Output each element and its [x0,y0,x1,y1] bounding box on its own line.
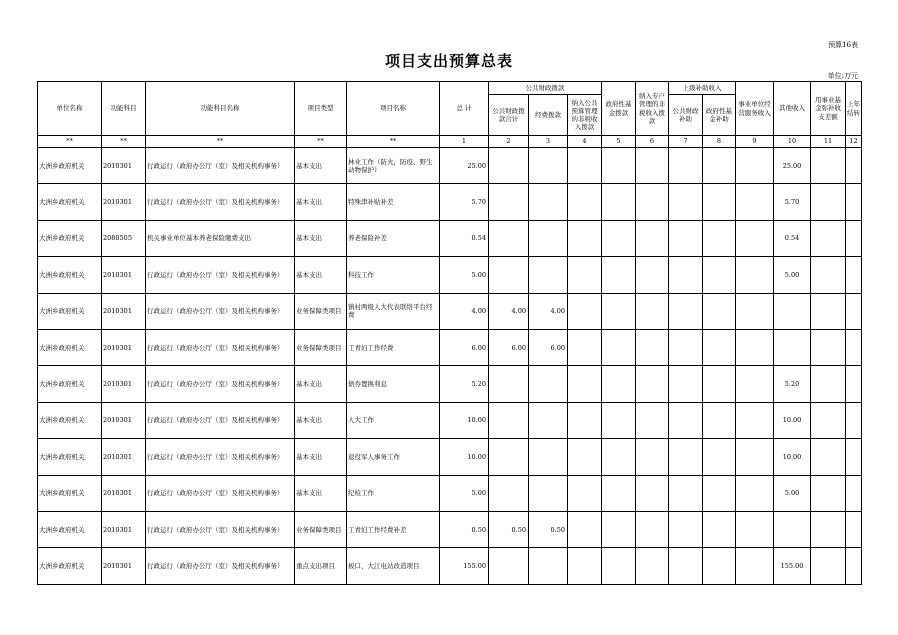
business-income-cell [736,184,774,220]
special-account-cell [636,257,669,293]
funding-cell [529,402,568,438]
func-name-cell: 行政运行（政府办公厅（室）及相关机构事务） [146,475,295,511]
public-finance-subtotal-cell [489,548,529,584]
budget-managed-cell [568,148,602,184]
header-gov-fund: 政府性基金拨款 [602,82,636,136]
fund-offset-cell [811,402,846,438]
higher-gov-fund-cell [703,257,736,293]
public-finance-subtotal-cell [489,257,529,293]
gov-fund-cell [602,366,636,402]
func-name-cell: 行政运行（政府办公厅（室）及相关机构事务） [146,402,295,438]
budget-managed-cell [568,511,602,547]
project-name-cell: 退役军人事务工作 [347,439,440,475]
index-cell: 11 [811,136,846,148]
project-name-cell: 人大工作 [347,402,440,438]
index-cell: 7 [669,136,703,148]
budget-managed-cell [568,184,602,220]
higher-public-cell [669,184,703,220]
higher-gov-fund-cell [703,366,736,402]
public-finance-subtotal-cell: 4.00 [489,293,529,329]
table-row [38,402,862,438]
index-cell: ** [347,136,440,148]
total-cell: 6.00 [440,329,489,365]
total-cell: 5.70 [440,184,489,220]
unit-name-cell: 大洲乡政府机关 [38,548,102,584]
table-row [38,329,862,365]
header-project-type: 项目类型 [295,82,347,136]
higher-public-cell [669,475,703,511]
budget-table [37,81,862,585]
funding-cell [529,475,568,511]
header-other-income: 其他收入 [774,82,811,136]
index-cell: 1 [440,136,489,148]
funding-cell [529,548,568,584]
last-year-cell [846,402,862,438]
last-year-cell [846,184,862,220]
higher-public-cell [669,148,703,184]
unit-name-cell: 大洲乡政府机关 [38,402,102,438]
public-finance-subtotal-cell: 0.50 [489,511,529,547]
funding-cell: 6.00 [529,329,568,365]
business-income-cell [736,548,774,584]
index-cell: ** [146,136,295,148]
total-cell: 0.50 [440,511,489,547]
special-account-cell [636,511,669,547]
funding-cell [529,439,568,475]
fund-offset-cell [811,511,846,547]
higher-public-cell [669,439,703,475]
other-income-cell: 25.00 [774,148,811,184]
index-cell: ** [295,136,347,148]
unit-name-cell: 大洲乡政府机关 [38,220,102,256]
special-account-cell [636,220,669,256]
higher-public-cell [669,220,703,256]
budget-managed-cell [568,548,602,584]
other-income-cell: 155.00 [774,548,811,584]
header-public-finance-subtotal: 公共财政拨款合计 [489,95,529,136]
total-cell: 25.00 [440,148,489,184]
higher-public-cell [669,402,703,438]
project-type-cell: 基本支出 [295,184,347,220]
index-cell: 6 [636,136,669,148]
func-code-cell: 2010301 [102,402,146,438]
budget-managed-cell [568,329,602,365]
business-income-cell [736,220,774,256]
header-special-account: 纳入专户管理的非税收入拨款 [636,82,669,136]
business-income-cell [736,329,774,365]
funding-cell: 0.50 [529,511,568,547]
func-name-cell: 行政运行（政府办公厅（室）及相关机构事务） [146,439,295,475]
last-year-cell [846,257,862,293]
project-name-cell: 债券置换利息 [347,366,440,402]
project-type-cell: 基本支出 [295,220,347,256]
func-code-cell: 2010301 [102,475,146,511]
higher-gov-fund-cell [703,548,736,584]
func-name-cell: 行政运行（政府办公厅（室）及相关机构事务） [146,184,295,220]
fund-offset-cell [811,148,846,184]
last-year-cell [846,548,862,584]
other-income-cell [774,511,811,547]
gov-fund-cell [602,293,636,329]
project-type-cell: 基本支出 [295,439,347,475]
project-type-cell: 业务保障类项目 [295,329,347,365]
special-account-cell [636,293,669,329]
business-income-cell [736,293,774,329]
business-income-cell [736,366,774,402]
other-income-cell: 5.20 [774,366,811,402]
gov-fund-cell [602,439,636,475]
gov-fund-cell [602,329,636,365]
gov-fund-cell [602,402,636,438]
business-income-cell [736,511,774,547]
index-cell: 9 [736,136,774,148]
unit-name-cell: 大洲乡政府机关 [38,439,102,475]
table-row [38,475,862,511]
func-name-cell: 行政运行（政府办公厅（室）及相关机构事务） [146,329,295,365]
table-row [38,439,862,475]
header-funding: 经费拨款 [529,95,568,136]
special-account-cell [636,184,669,220]
project-type-cell: 基本支出 [295,475,347,511]
funding-cell [529,148,568,184]
special-account-cell [636,366,669,402]
header-public-finance: 公共财政拨款 [489,82,602,95]
table-number-label: 预算16表 [828,41,858,49]
public-finance-subtotal-cell [489,220,529,256]
table-row [38,511,862,547]
special-account-cell [636,548,669,584]
fund-offset-cell [811,475,846,511]
table-row [38,257,862,293]
project-type-cell: 基本支出 [295,148,347,184]
index-cell: 4 [568,136,602,148]
func-code-cell: 2010301 [102,293,146,329]
funding-cell [529,220,568,256]
other-income-cell: 0.54 [774,220,811,256]
table-row [38,293,862,329]
special-account-cell [636,475,669,511]
funding-cell [529,184,568,220]
higher-public-cell [669,511,703,547]
budget-managed-cell [568,439,602,475]
project-name-cell: 科技工作 [347,257,440,293]
header-total: 总 计 [440,82,489,136]
total-cell: 10.00 [440,439,489,475]
index-cell: 5 [602,136,636,148]
project-type-cell: 业务保障类项目 [295,293,347,329]
fund-offset-cell [811,439,846,475]
total-cell: 0.54 [440,220,489,256]
header-business-income: 事业单位经营服务收入 [736,82,774,136]
func-name-cell: 行政运行（政府办公厅（室）及相关机构事务） [146,148,295,184]
header-unit-name: 单位名称 [38,82,102,136]
business-income-cell [736,475,774,511]
project-type-cell: 基本支出 [295,257,347,293]
other-income-cell: 10.00 [774,402,811,438]
public-finance-subtotal-cell [489,184,529,220]
other-income-cell [774,329,811,365]
table-row [38,148,862,184]
last-year-cell [846,366,862,402]
func-name-cell: 行政运行（政府办公厅（室）及相关机构事务） [146,293,295,329]
index-cell: ** [102,136,146,148]
table-row [38,548,862,584]
budget-managed-cell [568,402,602,438]
func-code-cell: 2010301 [102,148,146,184]
index-cell: 3 [529,136,568,148]
unit-name-cell: 大洲乡政府机关 [38,293,102,329]
project-type-cell: 重点支出项目 [295,548,347,584]
gov-fund-cell [602,220,636,256]
gov-fund-cell [602,548,636,584]
total-cell: 5.20 [440,366,489,402]
last-year-cell [846,439,862,475]
unit-name-cell: 大洲乡政府机关 [38,184,102,220]
gov-fund-cell [602,475,636,511]
higher-public-cell [669,257,703,293]
header-higher-gov-fund: 政府性基金补助 [703,95,736,136]
budget-managed-cell [568,293,602,329]
other-income-cell: 5.00 [774,257,811,293]
header-project-name: 项目名称 [347,82,440,136]
header-func-name: 功能科目名称 [146,82,295,136]
index-cell: 8 [703,136,736,148]
project-name-cell: 林业工作（防火，防疫、野生动物保护） [347,148,440,184]
project-name-cell: 工青妇工作经费 [347,329,440,365]
total-cell: 5.00 [440,257,489,293]
higher-public-cell [669,366,703,402]
business-income-cell [736,402,774,438]
last-year-cell [846,148,862,184]
index-cell: 10 [774,136,811,148]
unit-name-cell: 大洲乡政府机关 [38,366,102,402]
higher-public-cell [669,548,703,584]
higher-gov-fund-cell [703,511,736,547]
func-code-cell: 2010301 [102,329,146,365]
higher-gov-fund-cell [703,475,736,511]
func-code-cell: 2080505 [102,220,146,256]
func-name-cell: 机关事业单位基本养老保险缴费支出 [146,220,295,256]
total-cell: 10.00 [440,402,489,438]
total-cell: 4.00 [440,293,489,329]
func-code-cell: 2010301 [102,257,146,293]
business-income-cell [736,439,774,475]
fund-offset-cell [811,257,846,293]
higher-gov-fund-cell [703,439,736,475]
gov-fund-cell [602,148,636,184]
funding-cell: 4.00 [529,293,568,329]
public-finance-subtotal-cell [489,439,529,475]
table-row [38,220,862,256]
special-account-cell [636,329,669,365]
public-finance-subtotal-cell [489,366,529,402]
other-income-cell [774,293,811,329]
fund-offset-cell [811,548,846,584]
func-code-cell: 2010301 [102,366,146,402]
func-name-cell: 行政运行（政府办公厅（室）及相关机构事务） [146,511,295,547]
higher-public-cell [669,293,703,329]
last-year-cell [846,329,862,365]
public-finance-subtotal-cell [489,402,529,438]
page-title: 项目支出预算总表 [384,52,513,70]
public-finance-subtotal-cell [489,475,529,511]
last-year-cell [846,293,862,329]
fund-offset-cell [811,293,846,329]
unit-name-cell: 大洲乡政府机关 [38,329,102,365]
project-name-cell: 纪检工作 [347,475,440,511]
project-name-cell: 板口、大江电站改造项目 [347,548,440,584]
funding-cell [529,366,568,402]
total-cell: 5.00 [440,475,489,511]
other-income-cell: 10.00 [774,439,811,475]
higher-gov-fund-cell [703,148,736,184]
func-name-cell: 行政运行（政府办公厅（室）及相关机构事务） [146,257,295,293]
last-year-cell [846,220,862,256]
last-year-cell [846,511,862,547]
public-finance-subtotal-cell: 6.00 [489,329,529,365]
public-finance-subtotal-cell [489,148,529,184]
header-budget-managed: 纳入公共预算管理的非税收入拨款 [568,95,602,136]
business-income-cell [736,257,774,293]
project-name-cell: 特殊津补贴补差 [347,184,440,220]
project-type-cell: 基本支出 [295,366,347,402]
project-name-cell: 工青妇工作经费补差 [347,511,440,547]
special-account-cell [636,148,669,184]
header-fund-offset: 用事业基金弥补收支差额 [811,82,846,136]
gov-fund-cell [602,511,636,547]
func-code-cell: 2010301 [102,511,146,547]
fund-offset-cell [811,220,846,256]
last-year-cell [846,475,862,511]
fund-offset-cell [811,184,846,220]
funding-cell [529,257,568,293]
unit-name-cell: 大洲乡政府机关 [38,257,102,293]
table-row [38,184,862,220]
budget-managed-cell [568,366,602,402]
higher-public-cell [669,329,703,365]
higher-gov-fund-cell [703,184,736,220]
index-cell: 12 [846,136,862,148]
budget-managed-cell [568,475,602,511]
func-name-cell: 行政运行（政府办公厅（室）及相关机构事务） [146,366,295,402]
other-income-cell: 5.70 [774,184,811,220]
higher-gov-fund-cell [703,220,736,256]
higher-gov-fund-cell [703,329,736,365]
other-income-cell: 5.00 [774,475,811,511]
unit-label: 单位:万元 [827,72,858,80]
fund-offset-cell [811,329,846,365]
project-type-cell: 业务保障类项目 [295,511,347,547]
func-name-cell: 行政运行（政府办公厅（室）及相关机构事务） [146,548,295,584]
header-last-year: 上年结转 [846,82,862,136]
fund-offset-cell [811,366,846,402]
index-cell: ** [38,136,102,148]
higher-gov-fund-cell [703,293,736,329]
higher-gov-fund-cell [703,402,736,438]
budget-managed-cell [568,257,602,293]
header-higher-public: 公共财政补助 [669,95,703,136]
project-type-cell: 基本支出 [295,402,347,438]
header-func-code: 功能科目 [102,82,146,136]
table-row [38,366,862,402]
gov-fund-cell [602,184,636,220]
budget-managed-cell [568,220,602,256]
unit-name-cell: 大洲乡政府机关 [38,148,102,184]
project-name-cell: 镇村两级人大代表联络平台经费 [347,293,440,329]
special-account-cell [636,439,669,475]
func-code-cell: 2010301 [102,439,146,475]
func-code-cell: 2010301 [102,548,146,584]
unit-name-cell: 大洲乡政府机关 [38,475,102,511]
total-cell: 155.00 [440,548,489,584]
header-higher-subsidy: 上级补助收入 [669,82,736,95]
unit-name-cell: 大洲乡政府机关 [38,511,102,547]
index-cell: 2 [489,136,529,148]
project-name-cell: 养老保险补差 [347,220,440,256]
column-index-row [38,136,862,148]
func-code-cell: 2010301 [102,184,146,220]
business-income-cell [736,148,774,184]
special-account-cell [636,402,669,438]
gov-fund-cell [602,257,636,293]
